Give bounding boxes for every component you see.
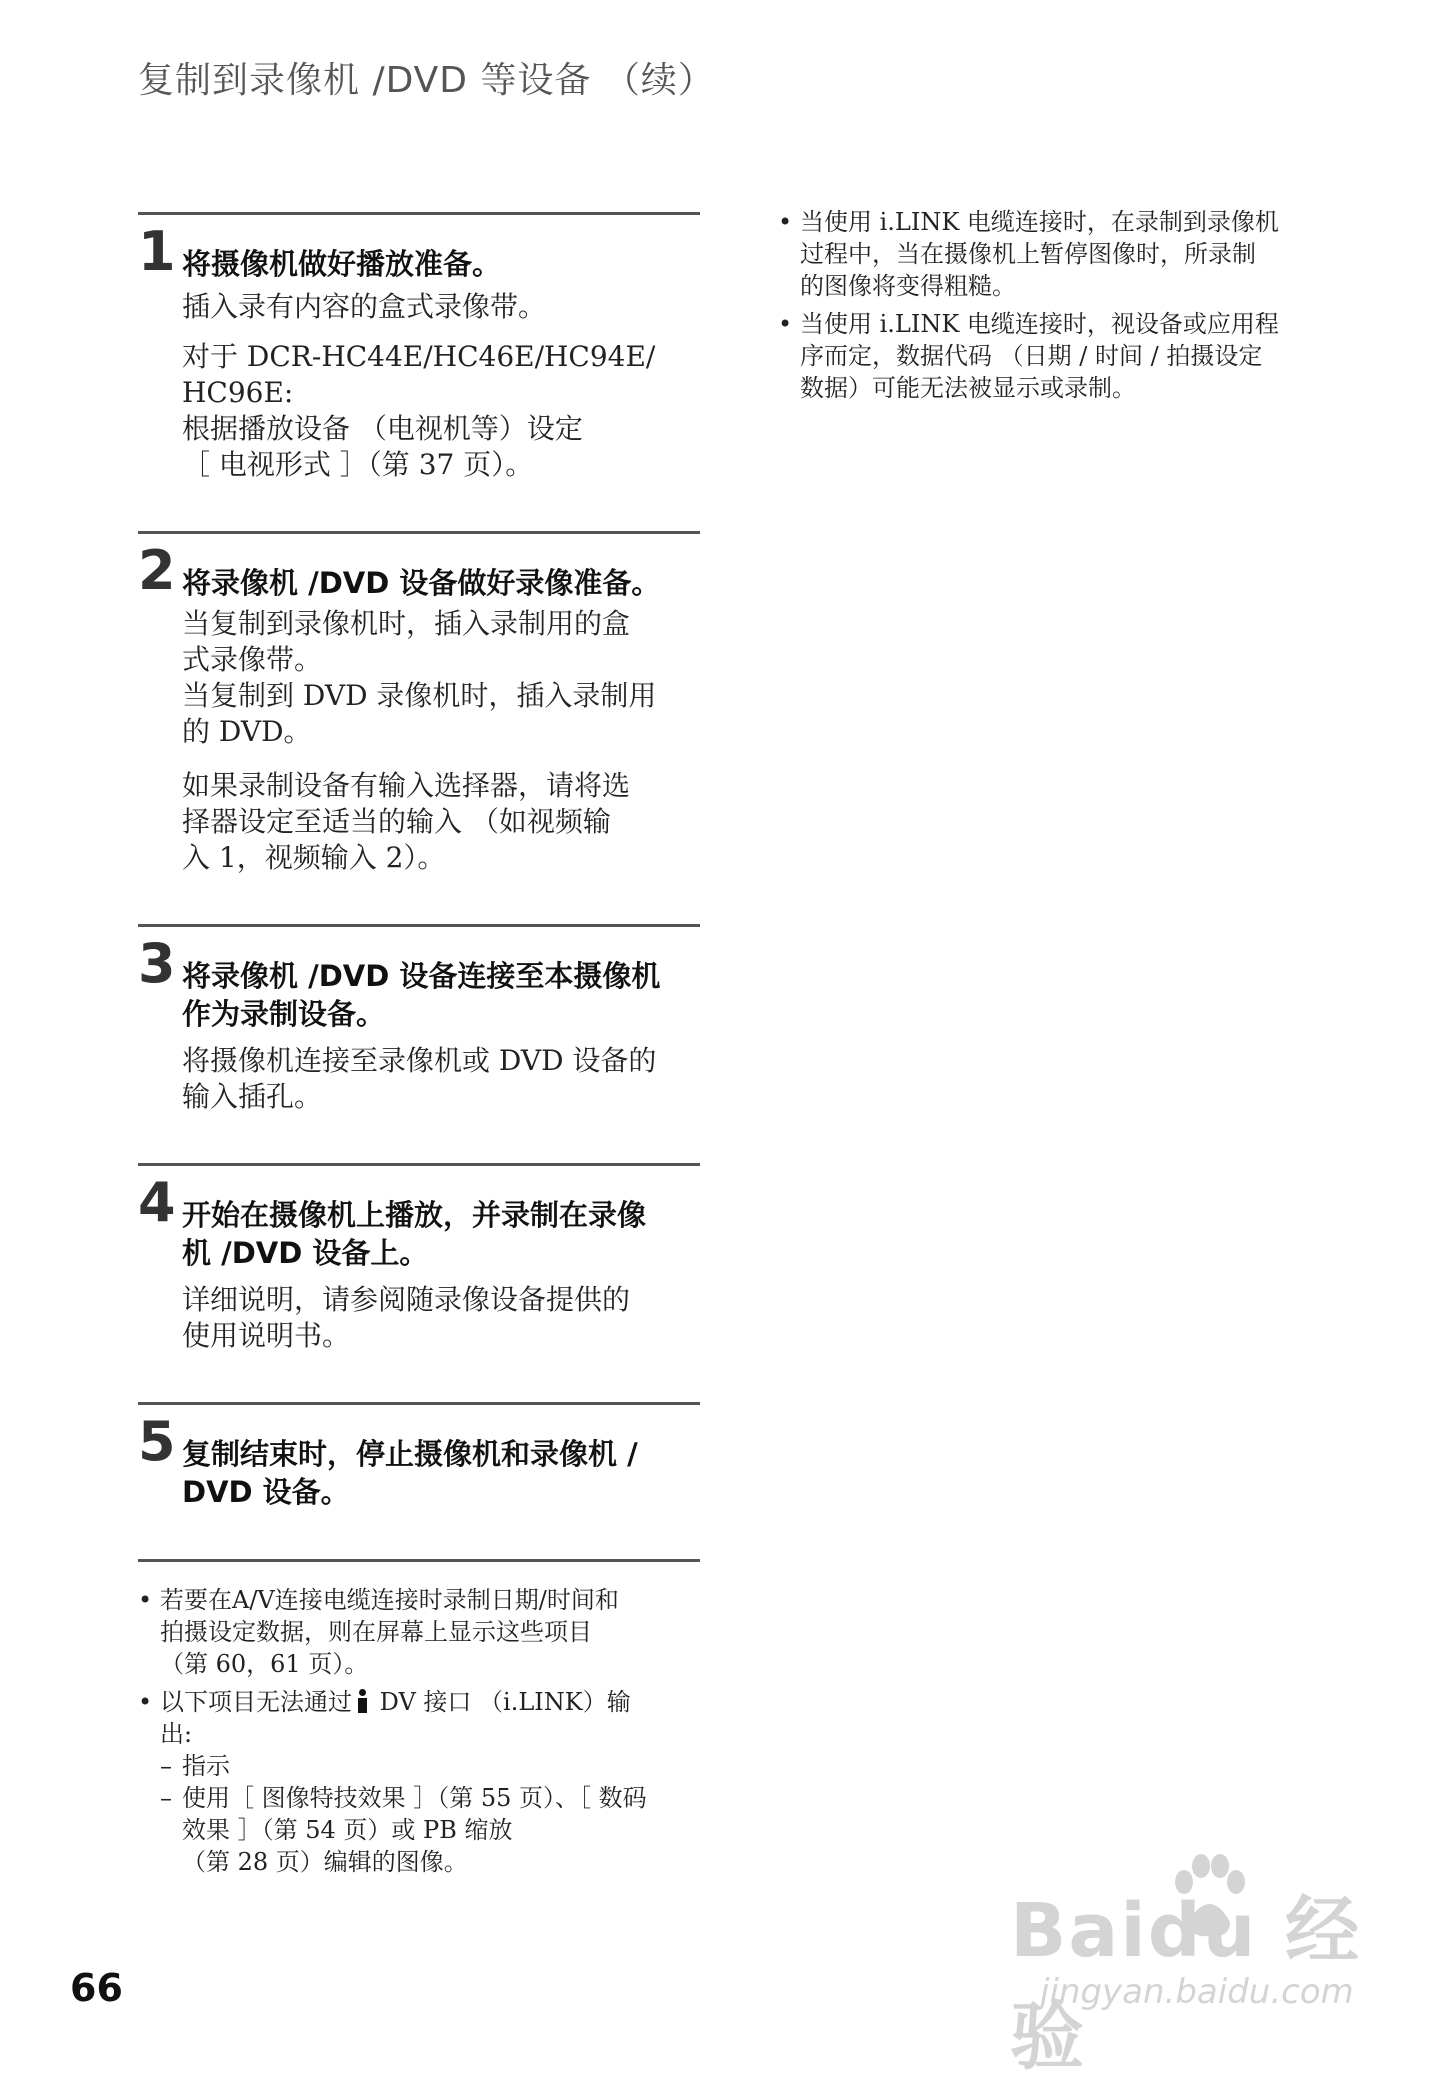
dash-icon: – [160, 1784, 172, 1812]
body-line: 入 1，视频输入 2）。 [182, 841, 446, 874]
body-line: 对于 DCR-HC44E/HC46E/HC94E/ [182, 340, 656, 373]
step-body [182, 289, 700, 483]
body-line: 当复制到 DVD 录像机时，插入录制用 [182, 679, 657, 712]
body-line: 使用说明书。 [182, 1319, 351, 1352]
note-line: 拍摄设定数据，则在屏幕上显示这些项目 [160, 1618, 592, 1646]
body-line: ［ 电视形式 ］（第 37 页）。 [182, 448, 534, 481]
body-line: 插入录有内容的盒式录像带。 [182, 290, 547, 323]
step-body [182, 1282, 700, 1354]
right-notes [778, 206, 1358, 410]
body-line: 将摄像机连接至录像机或 DVD 设备的 [182, 1044, 657, 1077]
watermark [1010, 1852, 1370, 2080]
step-number: 1 [138, 220, 176, 283]
note-line: （第 60，61 页）。 [160, 1650, 369, 1678]
title-line: 复制结束时，停止摄像机和录像机 / [182, 1437, 638, 1471]
note-line: 序而定，数据代码 （日期 / 时间 / 拍摄设定 [800, 342, 1263, 370]
step-3 [138, 924, 700, 1115]
step-body [182, 606, 700, 876]
bullet-icon: • [138, 1688, 153, 1716]
body-line: 根据播放设备 （电视机等）设定 [182, 412, 583, 445]
note-item [778, 206, 1358, 302]
title-line: 作为录制设备。 [182, 997, 386, 1031]
body-line: HC96E: [182, 376, 294, 409]
note-line: 数据）可能无法被显示或录制。 [800, 374, 1136, 402]
step-body [182, 1043, 700, 1115]
sub-line: 效果 ］（第 54 页）或 PB 缩放 [182, 1816, 513, 1844]
note-text: 以下项目无法通过 [160, 1688, 352, 1716]
step-number: 4 [138, 1171, 176, 1234]
left-column [138, 212, 700, 1884]
note-line [160, 1686, 700, 1718]
step-number: 3 [138, 932, 176, 995]
body-line: 输入插孔。 [182, 1080, 323, 1113]
title-line: DVD 设备。 [182, 1475, 350, 1509]
step-number: 5 [138, 1410, 176, 1473]
watermark-url: jingyan.baidu.com [1040, 1972, 1354, 2012]
title-line: 机 /DVD 设备上。 [182, 1236, 429, 1270]
page-header-title: 复制到录像机 /DVD 等设备 （续） [138, 60, 715, 101]
title-line: 将录像机 /DVD 设备连接至本摄像机 [182, 959, 661, 993]
body-line: 详细说明，请参阅随录像设备提供的 [182, 1283, 631, 1316]
title-line: 开始在摄像机上播放，并录制在录像 [182, 1198, 647, 1232]
i-link-icon [356, 1689, 368, 1713]
step-number: 2 [138, 539, 176, 602]
step-title: 将摄像机做好播放准备。 [182, 247, 502, 281]
step-title: 将录像机 /DVD 设备做好录像准备。 [182, 566, 661, 600]
watermark-main: Baidu 经验 [1010, 1888, 1362, 2080]
sub-line: 指示 [182, 1752, 230, 1780]
note-line: 的图像将变得粗糙。 [800, 272, 1016, 300]
sub-line: 使用［ 图像特技效果 ］（第 55 页）、［ 数码 [182, 1784, 647, 1812]
note-item [138, 1584, 700, 1680]
note-line: 若要在A/V连接电缆连接时录制日期/时间和 [160, 1586, 619, 1614]
step-title [182, 1180, 700, 1272]
note-line: 出: [160, 1720, 193, 1748]
step-4 [138, 1163, 700, 1354]
bullet-icon: • [778, 208, 793, 236]
body-line: 的 DVD。 [182, 715, 312, 748]
sub-line: （第 28 页）编辑的图像。 [182, 1848, 468, 1876]
body-line: 如果录制设备有输入选择器，请将选 [182, 769, 631, 802]
body-line: 择器设定至适当的输入 （如视频输 [182, 805, 611, 838]
note-line: 当使用 i.LINK 电缆连接时，在录制到录像机 [800, 208, 1279, 236]
step-1 [138, 212, 700, 483]
note-line: 过程中，当在摄像机上暂停图像时，所录制 [800, 240, 1256, 268]
page-number: 66 [70, 1966, 123, 2010]
dash-icon: – [160, 1752, 172, 1780]
sub-item [160, 1750, 700, 1782]
note-line: 当使用 i.LINK 电缆连接时，视设备或应用程 [800, 310, 1279, 338]
step-title [182, 1419, 700, 1511]
notes-divider [138, 1559, 700, 1878]
sub-item [160, 1782, 700, 1878]
step-title [182, 941, 700, 1033]
step-5 [138, 1402, 700, 1511]
step-2 [138, 531, 700, 876]
note-item [778, 308, 1358, 404]
note-item [138, 1686, 700, 1878]
bullet-icon: • [138, 1586, 153, 1614]
left-notes [138, 1584, 700, 1878]
bullet-icon: • [778, 310, 793, 338]
body-line: 式录像带。 [182, 643, 323, 676]
note-text: DV 接口 （i.LINK）输 [372, 1688, 631, 1716]
body-line: 当复制到录像机时，插入录制用的盒 [182, 607, 631, 640]
